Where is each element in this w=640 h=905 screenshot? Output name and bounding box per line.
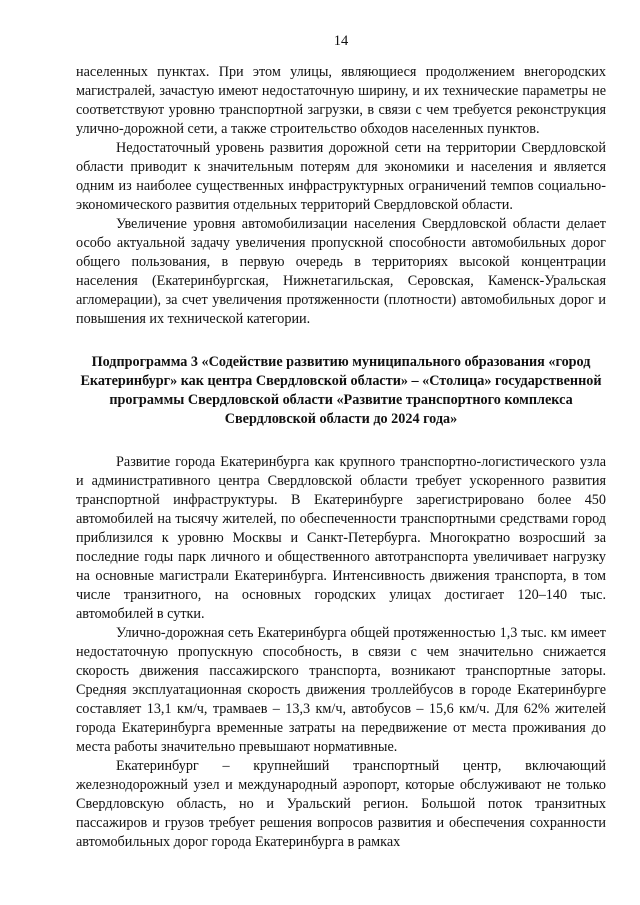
paragraph-transport-center: Екатеринбург – крупнейший транспортный центр, включающий железнодорожный узел и международный аэропорт, которые обслуживают не только Свердловскую область, но и Уральский регион. Большой поток транзитных пассажиров и грузов требует решения вопросов развития и обеспечения сохранности автомобильных дорог города Екатеринбурга в рамках <box>76 758 606 850</box>
paragraph-ekaterinburg-development: Развитие города Екатеринбурга как крупного транспортно-логистического узла и административного центра Свердловской области требует ускоренного развития транспортной инфраструктуры. В Екатеринбурге зарегистрировано более 450 автомобилей на тысячу жителей, по обеспеченности транспортными средствами город приблизился к уровню Москвы и Санкт-Петербурга. Многократно возросший за последние годы парк личного и общественного автотранспорта увеличивает нагрузку на основные магистрали Екатеринбурга. Интенсивность движения транспорта, в том числе транзитного, на основных городских улицах достигает 120–140 тыс. автомобилей в сутки. <box>76 454 606 622</box>
paragraph-continuation: населенных пунктах. При этом улицы, являющиеся продолжением внегородских магистралей, зачастую имеют недостаточную ширину, и их технические параметры не соответствуют уровню транспортной загрузки, в связи с чем требуется реконструкция улично-дорожной сети, а также строительство обходов населенных пунктов. <box>76 64 606 137</box>
paragraph-motorization: Увеличение уровня автомобилизации населения Свердловской области делает особо актуальной задачу увеличения пропускной способности автомобильных дорог общего пользования, в первую очередь в территориях высокой концентрации населения (Екатеринбургская, Нижнетагильская, Серовская, Каменск-Уральская агломерации), за счет увеличения протяженности (плотности) автомобильных дорог и повышения их технической категории. <box>76 216 606 327</box>
page-number: 14 <box>333 33 349 49</box>
paragraph-street-network: Улично-дорожная сеть Екатеринбурга общей протяженностью 1,3 тыс. км имеет недостаточную пропускную способность, в связи с чем значительно снижается скорость движения пассажирского транспорта, возникают транспортные заторы. Средняя эксплуатационная скорость движения троллейбусов в городе Екатеринбурге составляет 13,1 км/ч, трамваев – 13,3 км/ч, автобусов – 15,6 км/ч. Для 62% жителей города Екатеринбурга временные затраты на передвижение от места проживания до места работы значительно превышают нормативные. <box>76 625 606 755</box>
subprogram-heading: Подпрограмма 3 «Содействие развитию муниципального образования «город Екатеринбург» как центра Свердловской области» – «Столица» государственной программы Свердловской области «Развитие транспортного комплекса Свердловской области до 2024 года» <box>80 354 602 427</box>
paragraph-road-network-level: Недостаточный уровень развития дорожной сети на территории Свердловской области приводит к значительным потерям для экономики и населения и является одним из наиболее существенных инфраструктурных ограничений темпов социально-экономического развития отдельных территорий Свердловской области. <box>76 140 606 213</box>
